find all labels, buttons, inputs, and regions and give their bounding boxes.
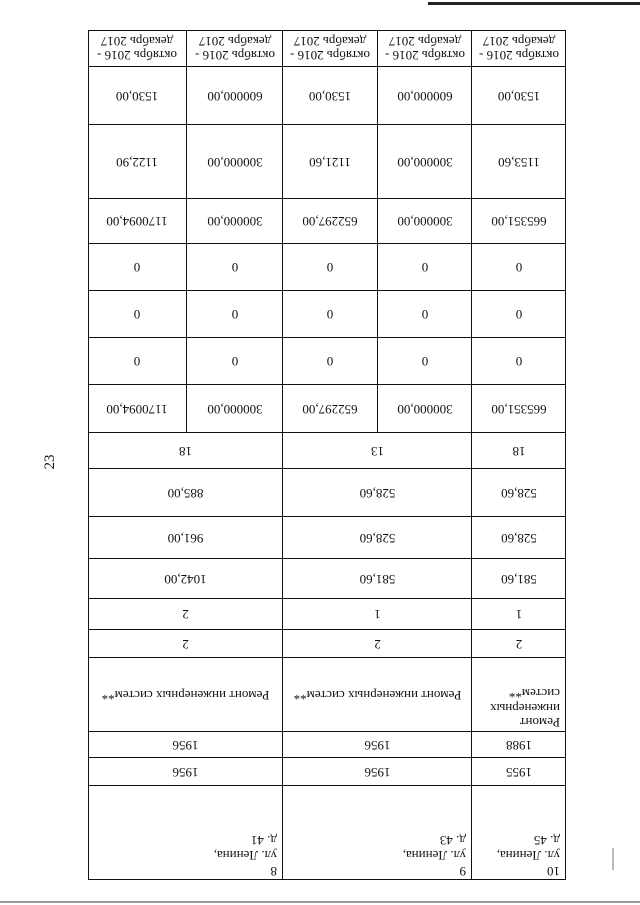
cell-total-b: 1170094,00 <box>106 401 168 417</box>
period-line-1: октябрь 2016 - <box>290 48 371 64</box>
period-line-2: декабрь 2017 <box>388 34 462 49</box>
zero-b: 0 <box>326 354 334 370</box>
cell-zero-pair-3 <box>88 243 283 290</box>
cell-c7: 961,00 <box>88 516 283 558</box>
cell-total-pair <box>88 384 283 432</box>
year-built: 1956 <box>88 757 283 785</box>
row-index: 10 <box>547 864 560 879</box>
cell-limit: 1530,00 <box>472 66 566 124</box>
work-type <box>472 657 566 731</box>
per-m2-a: 300000,00 <box>397 154 453 170</box>
cell-total: 665351,00 <box>472 384 566 432</box>
cell-c8: 528,60 <box>283 468 472 516</box>
cell-c9: 18 <box>472 432 566 468</box>
address-line-2: д. 43 <box>439 833 466 849</box>
cell-period-pair <box>283 30 472 66</box>
cell-limit-pair <box>283 66 472 124</box>
divider <box>377 198 378 243</box>
cell-c7: 528,60 <box>283 516 472 558</box>
divider <box>186 124 187 198</box>
cell-c4: 2 <box>88 629 283 657</box>
per-m2-a: 300000,00 <box>207 154 263 170</box>
cell-c4: 2 <box>472 629 566 657</box>
address-cell <box>283 785 472 880</box>
zero-a: 0 <box>231 307 239 323</box>
period-line-1: октябрь 2016 - <box>479 48 560 64</box>
row-index: 8 <box>270 864 277 879</box>
work-type-line-3: систем** <box>508 686 560 702</box>
divider <box>377 124 378 198</box>
period-line-1: октябрь 2016 - <box>195 48 276 64</box>
cell-c9: 13 <box>283 432 472 468</box>
divider <box>186 290 187 337</box>
divider <box>377 30 378 66</box>
year-commissioned: 1956 <box>283 731 472 757</box>
divider <box>377 384 378 432</box>
work-type: Ремонт инженерных систем** <box>88 657 283 731</box>
per-m2-b: 1122,90 <box>116 154 158 170</box>
year-built: 1956 <box>283 757 472 785</box>
address-line-1: ул. Ленина, <box>402 847 466 863</box>
period-line-2: декабрь 2017 <box>100 34 174 49</box>
cell-period <box>472 30 566 66</box>
sum-b: 652297,00 <box>302 214 358 230</box>
cell-zero-2: 0 <box>472 290 566 337</box>
cell-total-a: 300000,00 <box>397 401 453 417</box>
limit-a: 600000,00 <box>397 88 453 104</box>
top-rule <box>428 2 640 5</box>
sum-a: 300000,00 <box>207 214 263 230</box>
period-b <box>88 30 186 66</box>
cell-c4: 2 <box>283 629 472 657</box>
divider <box>377 243 378 290</box>
zero-b: 0 <box>133 260 141 276</box>
table-row-9 <box>282 30 472 880</box>
cell-sum-pair <box>88 198 283 243</box>
divider <box>186 243 187 290</box>
zero-a: 0 <box>231 354 239 370</box>
zero-b: 0 <box>133 354 141 370</box>
work-type-line-1: Ремонт <box>519 715 560 730</box>
year-commissioned: 1956 <box>88 731 283 757</box>
divider <box>377 337 378 384</box>
divider <box>186 384 187 432</box>
zero-a: 0 <box>421 354 429 370</box>
page-number: 23 <box>41 454 58 470</box>
cell-sum: 665351,00 <box>472 198 566 243</box>
address-line-1: ул. Ленина, <box>496 847 560 863</box>
zero-a: 0 <box>421 260 429 276</box>
table-row-8 <box>88 30 283 880</box>
row-index: 9 <box>459 864 466 879</box>
cell-total-b: 652297,00 <box>302 401 358 417</box>
period-line-2: декабрь 2017 <box>198 34 272 49</box>
cell-zero-pair-1 <box>283 337 472 384</box>
cell-per-m2: 1153,60 <box>472 124 566 198</box>
cell-zero-pair-3 <box>283 243 472 290</box>
address-line-2: д. 45 <box>533 833 560 849</box>
year-commissioned: 1988 <box>472 731 566 757</box>
cell-total-pair <box>283 384 472 432</box>
rotated-table <box>88 30 566 880</box>
cell-c5: 1 <box>472 598 566 629</box>
divider <box>186 30 187 66</box>
divider <box>377 290 378 337</box>
per-m2-b: 1121,60 <box>309 154 351 170</box>
cell-c6: 1042,00 <box>88 558 283 598</box>
address-cell <box>472 785 566 880</box>
zero-a: 0 <box>231 260 239 276</box>
cell-c9: 18 <box>88 432 283 468</box>
cell-c8: 528,60 <box>472 468 566 516</box>
scan-mark <box>612 848 614 870</box>
cell-sum-pair <box>283 198 472 243</box>
divider <box>186 198 187 243</box>
sum-a: 300000,00 <box>397 214 453 230</box>
zero-b: 0 <box>326 307 334 323</box>
limit-a: 600000,00 <box>207 88 263 104</box>
cell-zero-pair-2 <box>283 290 472 337</box>
work-type-line-2: инженерных <box>490 700 560 716</box>
divider <box>186 66 187 124</box>
sum-b: 1170094,00 <box>106 214 168 230</box>
cell-c6: 581,60 <box>283 558 472 598</box>
cell-limit-pair <box>88 66 283 124</box>
period-line-2: декабрь 2017 <box>482 34 556 49</box>
cell-total-a: 300000,00 <box>207 401 263 417</box>
work-type: Ремонт инженерных систем** <box>283 657 472 731</box>
cell-c5: 2 <box>88 598 283 629</box>
limit-b: 1530,00 <box>115 88 159 104</box>
year-built: 1955 <box>472 757 566 785</box>
period-a <box>187 30 283 66</box>
period-line-1: октябрь 2016 - <box>97 48 178 64</box>
address-line-2: д. 41 <box>250 833 277 849</box>
cell-c5: 1 <box>283 598 472 629</box>
cell-zero-1: 0 <box>472 337 566 384</box>
divider <box>377 66 378 124</box>
period-a <box>378 30 472 66</box>
cell-c8: 885,00 <box>88 468 283 516</box>
limit-b: 1530,00 <box>308 88 352 104</box>
zero-b: 0 <box>326 260 334 276</box>
period-b <box>283 30 377 66</box>
address-cell <box>88 785 283 880</box>
period-line-2: декабрь 2017 <box>293 34 367 49</box>
cell-per-m2-pair <box>283 124 472 198</box>
cell-per-m2-pair <box>88 124 283 198</box>
cell-c7: 528,60 <box>472 516 566 558</box>
bottom-rule <box>0 901 640 903</box>
divider <box>186 337 187 384</box>
cell-c6: 581,60 <box>472 558 566 598</box>
zero-a: 0 <box>421 307 429 323</box>
zero-b: 0 <box>133 307 141 323</box>
period-line-1: октябрь 2016 - <box>385 48 466 64</box>
cell-period-pair <box>88 30 283 66</box>
cell-zero-pair-1 <box>88 337 283 384</box>
table-row-10 <box>471 30 566 880</box>
cell-zero-3: 0 <box>472 243 566 290</box>
address-line-1: ул. Ленина, <box>213 847 277 863</box>
cell-zero-pair-2 <box>88 290 283 337</box>
